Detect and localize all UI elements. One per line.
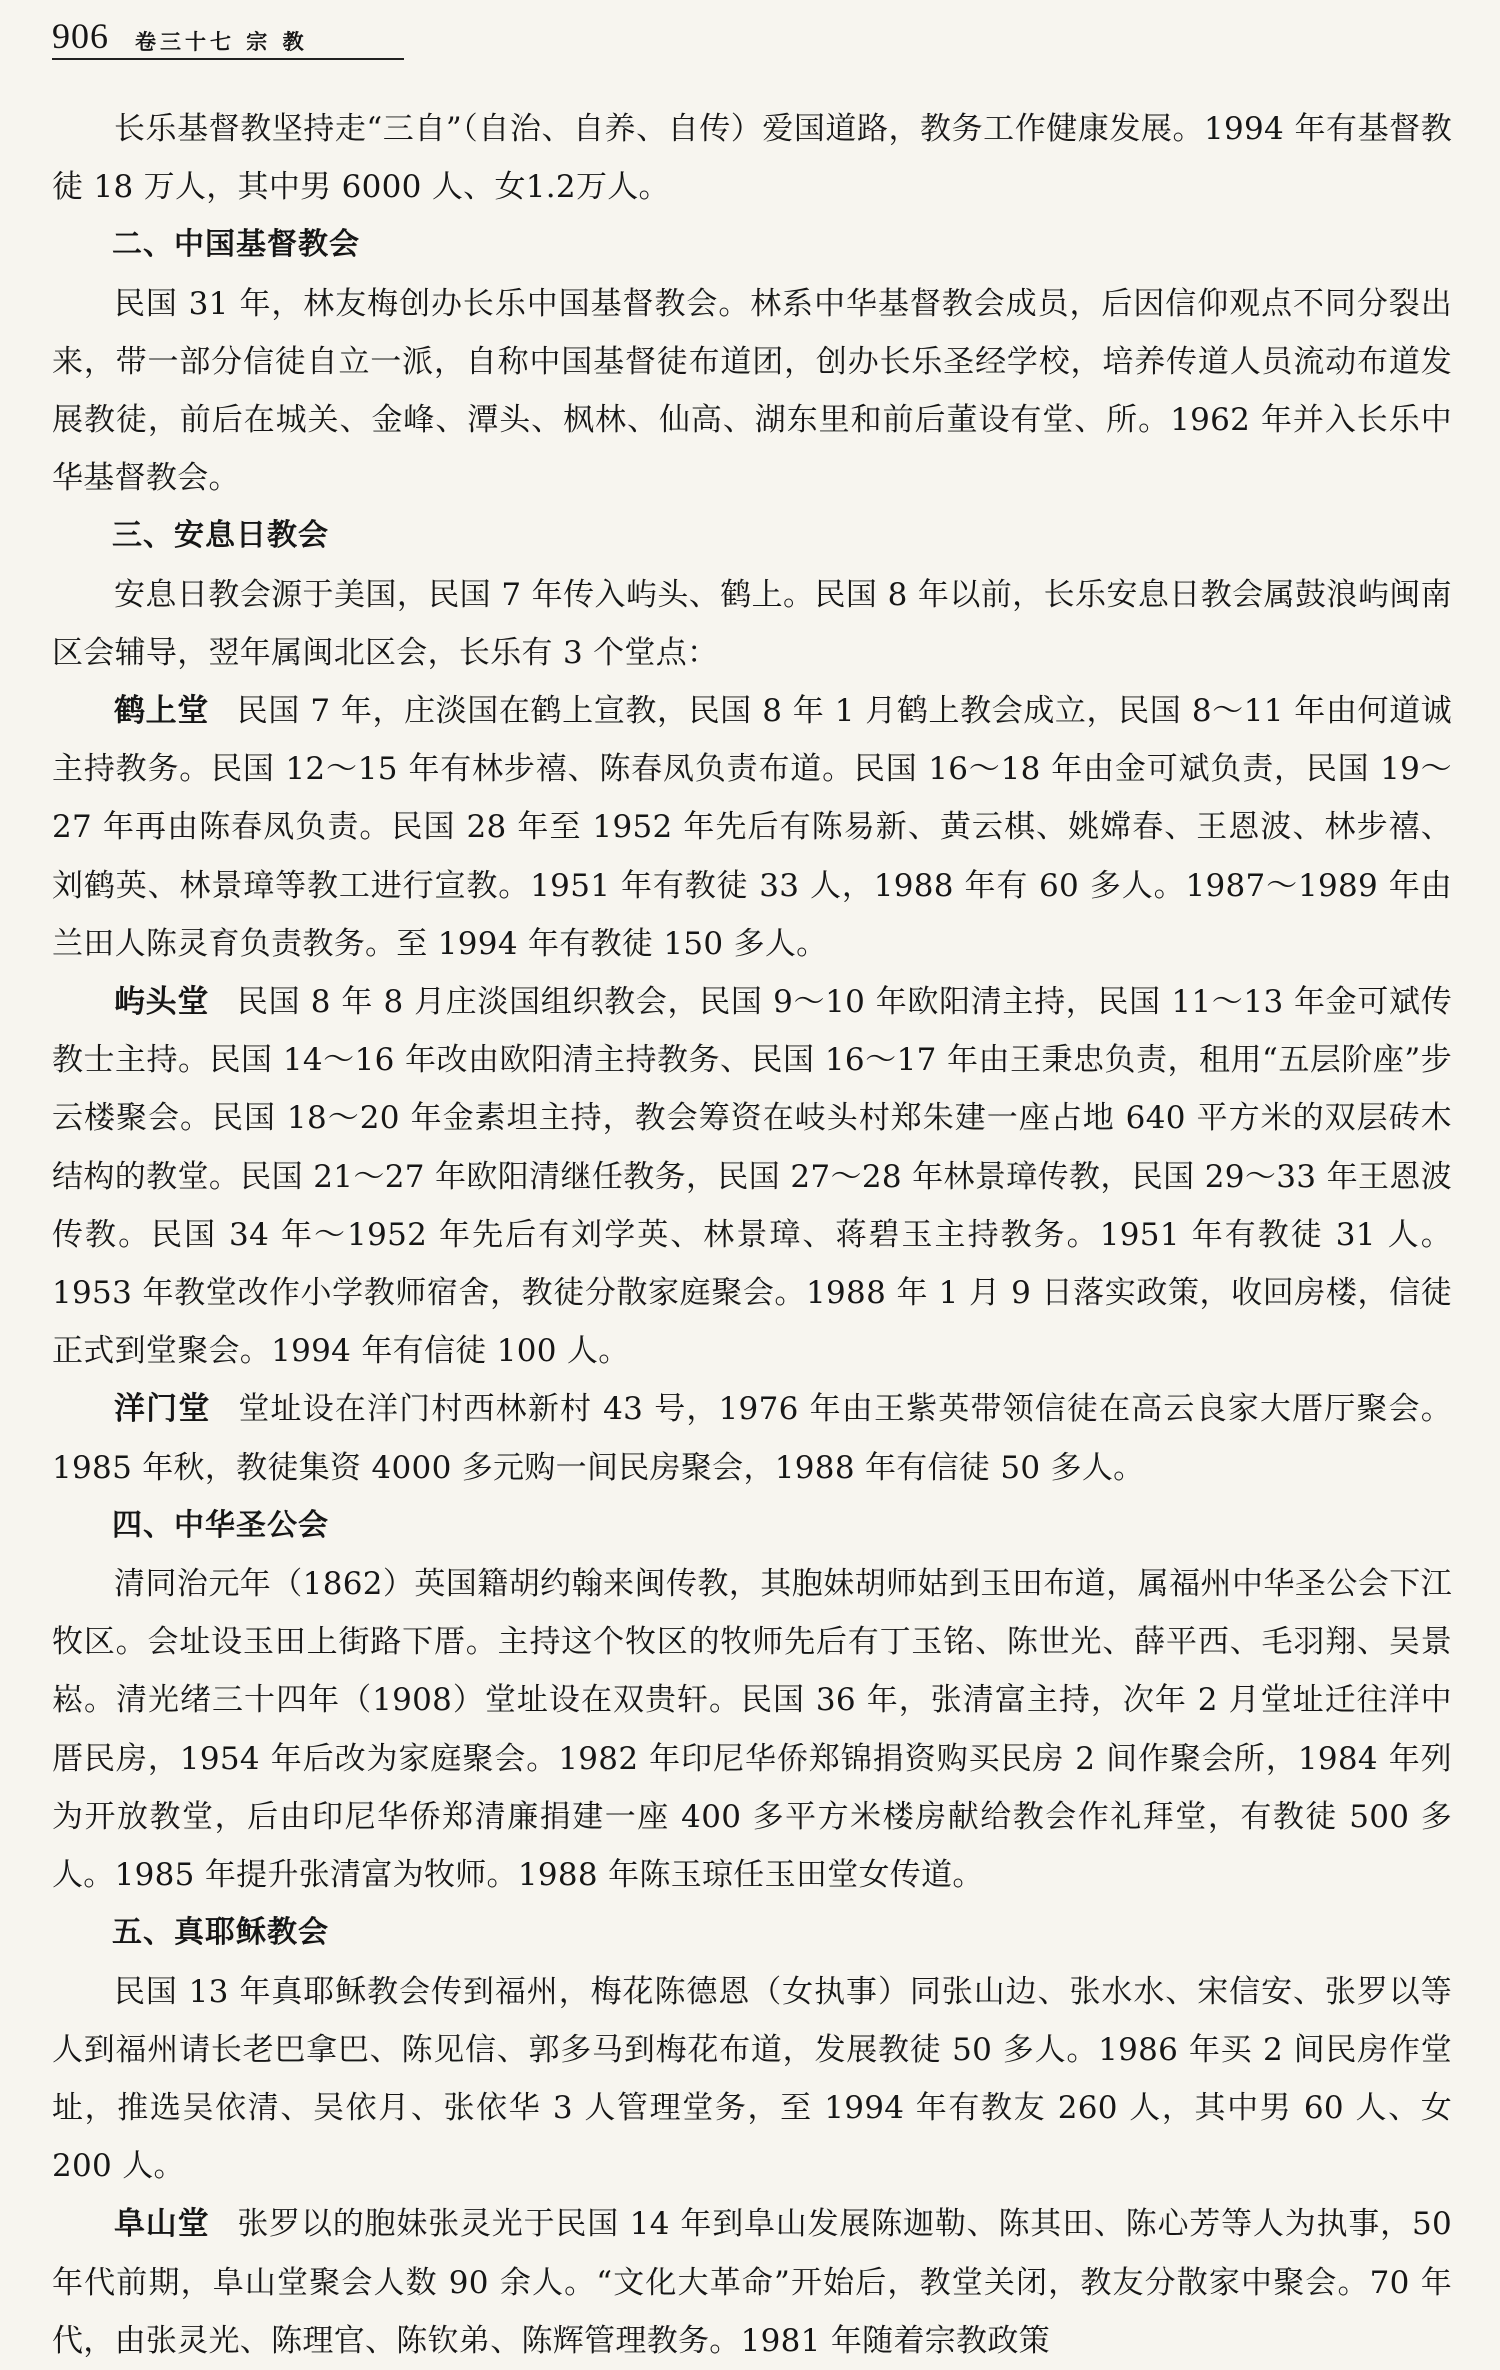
paragraph-fushan (52, 2195, 1452, 2370)
paragraph-yangmen (52, 1380, 1452, 1496)
paragraph-anglican-church: 清同治元年（1862）英国籍胡约翰来闽传教，其胞妹胡师姑到玉田布道，属福州中华圣公会下江牧区。会址设玉田上街路下厝。主持这个牧区的牧师先后有丁玉铭、陈世光、薛平西、毛羽翔、吴景崧。清光绪三十四年（1908）堂址设在双贵轩。民国 36 年，张清富主持，次年 2 月堂址迁往洋中厝民房，1954 年后改为家庭聚会。1982 年印尼华侨郑锦捐资购买民房 2 间作聚会所，1984 年列为开放教堂，后由印尼华侨郑清廉捐建一座 400 多平方米楼房献给教会作礼拜堂，有教徒 500 多人。1985 年提升张清富为牧师。1988 年陈玉琼任玉田堂女传道。 (52, 1566, 1452, 1894)
paragraph-sabbath-church: 安息日教会源于美国，民国 7 年传入屿头、鹤上。民国 8 年以前，长乐安息日教会属鼓浪屿闽南区会辅导，翌年属闽北区会，长乐有 3 个堂点： (52, 576, 1452, 671)
intro-paragraph: 长乐基督教坚持走“三自”（自治、自养、自传）爱国道路，教务工作健康发展。1994 年有基督教徒 18 万人，其中男 6000 人、女1.2万人。 (52, 111, 1452, 206)
church-name-yangmen: 洋门堂 (114, 1391, 211, 1428)
running-header (52, 16, 404, 60)
church-text-yutou: 民国 8 年 8 月庄淡国组织教会，民国 9～10 年欧阳清主持，民国 11～13 年金可斌传教士主持。民国 14～16 年改由欧阳清主持教务、民国 16～17 年由王秉忠负责，租用“五层阶座”步云楼聚会。民国 18～20 年金素坦主持，教会筹资在岐头村郑朱建一座占地 640 平方米的双层砖木结构的教堂。民国 21～27 年欧阳清继任教务，民国 27～28 年林景璋传教，民国 29～33 年王恩波传教。民国 34 年～1952 年先后有刘学英、林景璋、蒋碧玉主持教务。1951 年有教徒 31 人。1953 年教堂改作小学教师宿舍，教徒分散家庭聚会。1988 年 1 月 9 日落实政策，收回房楼，信徒正式到堂聚会。1994 年有信徒 100 人。 (52, 984, 1452, 1370)
body-text (52, 100, 1452, 2370)
page-number: 906 (52, 16, 109, 56)
paragraph-heshang (52, 682, 1452, 973)
running-title: 卷三十七 宗 教 (135, 30, 308, 54)
church-text-yangmen: 堂址设在洋门村西林新村 43 号，1976 年由王紫英带领信徒在高云良家大厝厅聚会。1985 年秋，教徒集资 4000 多元购一间民房聚会，1988 年有信徒 50 多人。 (52, 1391, 1452, 1486)
section-heading-sabbath-church: 三、安息日教会 (112, 518, 329, 554)
paragraph-yutou (52, 973, 1452, 1380)
church-name-heshang: 鹤上堂 (114, 693, 209, 730)
church-text-fushan: 张罗以的胞妹张灵光于民国 14 年到阜山发展陈迦勒、陈其田、陈心芳等人为执事，50 年代前期，阜山堂聚会人数 90 余人。“文化大革命”开始后，教堂关闭，教友分散家中聚会。70 年代，由张灵光、陈理官、陈钦弟、陈辉管理教务。1981 年随着宗教政策 (52, 2206, 1452, 2359)
section-heading-anglican-church: 四、中华圣公会 (112, 1507, 329, 1543)
church-name-fushan: 阜山堂 (114, 2206, 210, 2243)
paragraph-chinese-christian-church: 民国 31 年，林友梅创办长乐中国基督教会。林系中华基督教会成员，后因信仰观点不同分裂出来，带一部分信徒自立一派，自称中国基督徒布道团，创办长乐圣经学校，培养传道人员流动布道发展教徒，前后在城关、金峰、潭头、枫林、仙高、湖东里和前后董设有堂、所。1962 年并入长乐中华基督教会。 (52, 285, 1452, 497)
church-text-heshang: 民国 7 年，庄淡国在鹤上宣教，民国 8 年 1 月鹤上教会成立，民国 8～11 年由何道诚主持教务。民国 12～15 年有林步禧、陈春凤负责布道。民国 16～18 年由金可斌负责，民国 19～27 年再由陈春凤负责。民国 28 年至 1952 年先后有陈易新、黄云棋、姚嫦春、王恩波、林步禧、刘鹤英、林景璋等教工进行宣教。1951 年有教徒 33 人，1988 年有 60 多人。1987～1989 年由兰田人陈灵育负责教务。至 1994 年有教徒 150 多人。 (52, 693, 1452, 962)
church-name-yutou: 屿头堂 (114, 984, 210, 1021)
section-heading-true-jesus-church: 五、真耶稣教会 (112, 1915, 329, 1951)
paragraph-true-jesus-church: 民国 13 年真耶稣教会传到福州，梅花陈德恩（女执事）同张山边、张水水、宋信安、张罗以等人到福州请长老巴拿巴、陈见信、郭多马到梅花布道，发展教徒 50 多人。1986 年买 2 间民房作堂址，推选吴依清、吴依月、张依华 3 人管理堂务，至 1994 年有教友 260 人，其中男 60 人、女 200 人。 (52, 1973, 1452, 2185)
section-heading-chinese-christian-church: 二、中国基督教会 (112, 227, 360, 263)
